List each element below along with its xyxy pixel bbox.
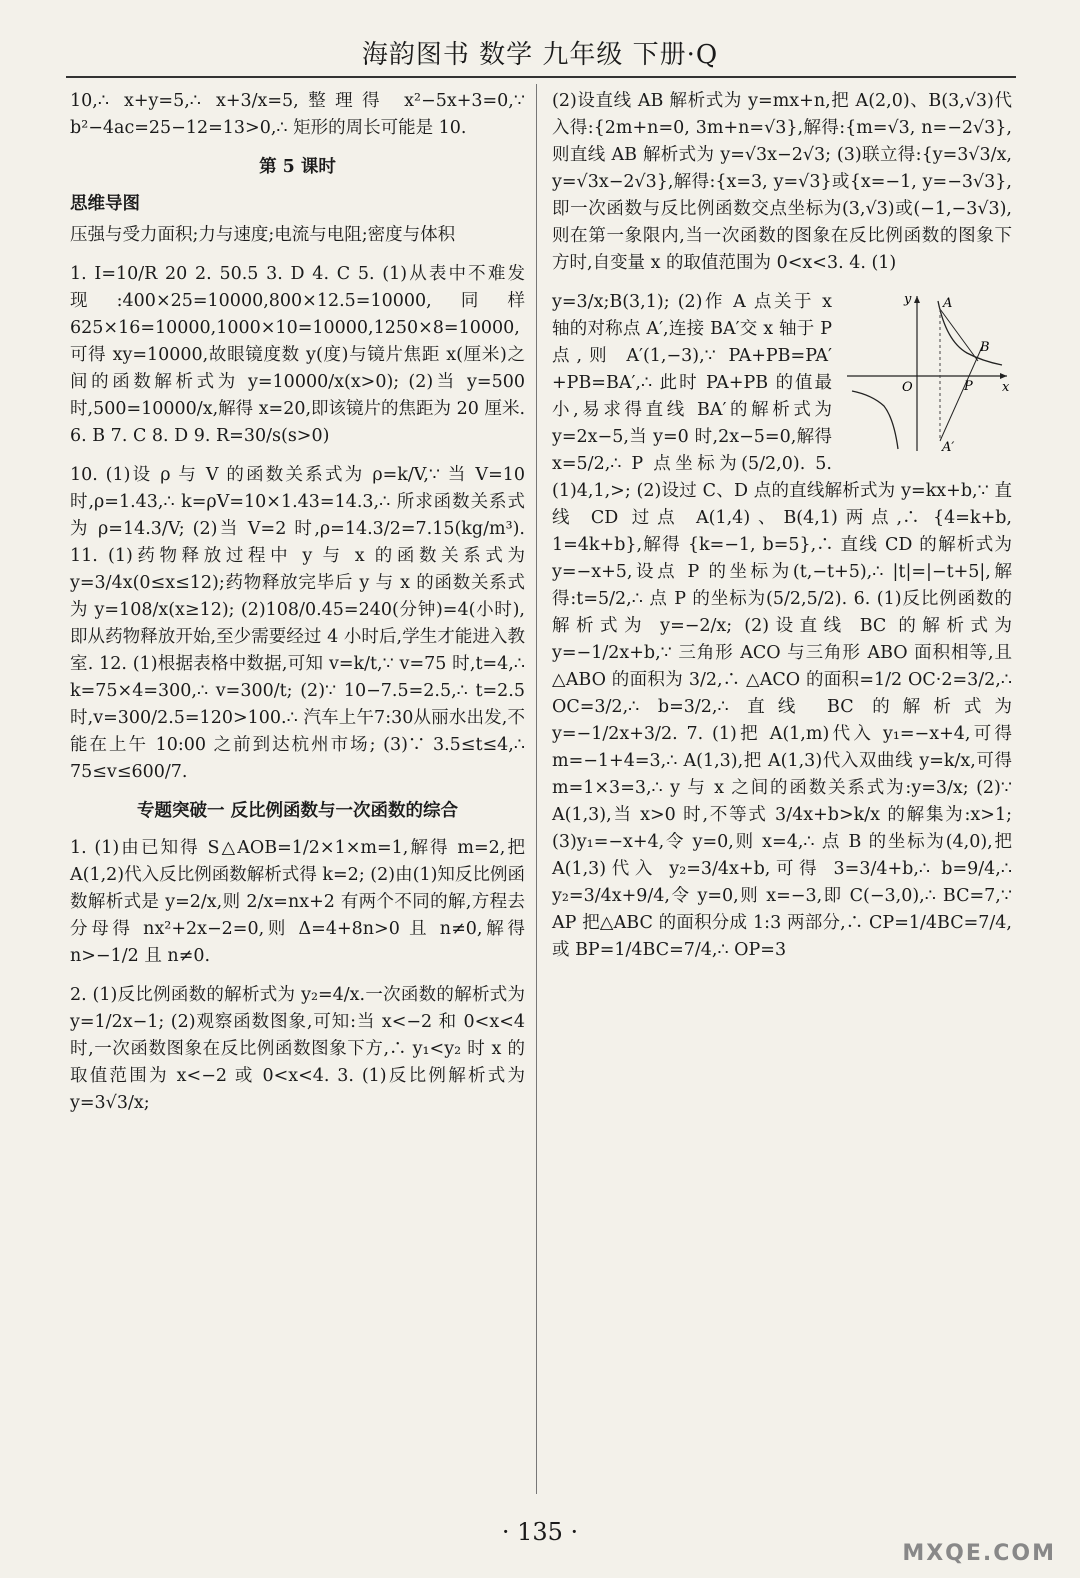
label-b: B [980, 340, 990, 355]
segment-ab [940, 309, 978, 361]
watermark-logo: MXQE.COM [902, 1541, 1056, 1566]
label-y: y [904, 292, 912, 307]
label-p: P [964, 379, 973, 394]
answer-paragraph: 1. (1)由已知得 S△AOB=1/2×1×m=1,解得 m=2,把 A(1,2)代入反比例函数解析式得 k=2; (2)由(1)知反比例函数解析式是 y=2/x,则 2/x=nx+2 有两个不同的解,方程去分母得 nx²+2x−2=0,则 Δ=4+8n>0 且 n≠0,解得 n>−1/2 且 n≠0. [70, 838, 525, 966]
line-ba-prime [940, 347, 982, 441]
answer-paragraph: (2)设直线 AB 解析式为 y=mx+n,把 A(2,0)、B(3,√3)代入得:{2m+n=0, 3m+n=√3},解得:{m=√3, n=−2√3},则直线 AB 解析式为 y=√3x−2√3; (3)联立得:{y=3√3/x, y=√3x−2√3},解得:{x=3, y=√3}或{x=−1, y=−3√3},即一次函数与反比例函数交点坐标为(3,√3)或(−1,−3√3),则在第一象限内,当一次函数的图象在反比例函数的图象下方时,自变量 x 的取值范围为 0<x<3. 4. (1) [552, 91, 1012, 273]
left-column [70, 88, 525, 1129]
function-graph-figure [842, 291, 1012, 456]
label-x: x [1002, 380, 1010, 395]
page-number: · 135 · [501, 1518, 579, 1546]
subsection-heading: 思维导图 [70, 194, 140, 214]
right-column [552, 88, 1012, 976]
hyperbola-branch-2 [852, 391, 898, 449]
header-rule [66, 76, 1016, 78]
column-divider [536, 84, 537, 1494]
answer-paragraph: 压强与受力面积;力与速度;电流与电阻;密度与体积 [70, 225, 456, 245]
section-heading: 专题突破一 反比例函数与一次函数的综合 [136, 801, 459, 821]
answer-paragraph: y=3/x;B(3,1); (2)作 A 点关于 x 轴的对称点 A′,连接 BA′交 x 轴于 P 点,则 A′(1,−3),∵ PA+PB=PA′+PB=BA′,∴ 此时 PA+PB 的值最小,易求得直线 BA′的解析式为 y=2x−5,当 y=0 时,2x−5=0,解得 x=5/2,∴ P 点坐标为(5/2,0). 5. (1)4,1,>; (2)设过 C、D 点的直线解析式为 y=kx+b,∵ 直线 CD 过点 A(1,4)、B(4,1)两点,∴ {4=k+b, 1=4k+b},解得 {k=−1, b=5},∴ 直线 CD 的解析式为 y=−x+5,设点 P 的坐标为(t,−t+5),∴ |t|=|−t+5|,解得:t=5/2,∴ 点 P 的坐标为(5/2,5/2). 6. (1)反比例函数的解析式为 y=−2/x; (2)设直线 BC 的解析式为 y=−1/2x+b,∵ 三角形 ACO 与三角形 ABO 面积相等,且△ABO 的面积为 3/2,∴ △ACO 的面积=1/2 OC·2=3/2,∴ OC=3/2,∴ b=3/2,∴ 直线 BC 的解析式为 y=−1/2x+3/2. 7. (1)把 A(1,m)代入 y₁=−x+4,可得 m=−1+4=3,∴ A(1,3),把 A(1,3)代入双曲线 y=k/x,可得 m=1×3=3,∴ y 与 x 之间的函数关系式为:y=3/x; (2)∵ A(1,3),当 x>0 时,不等式 3/4x+b>k/x 的解集为:x>1; (3)y₁=−x+4,令 y=0,则 x=4,∴ 点 B 的坐标为(4,0),把 A(1,3)代入 y₂=3/4x+b,可得 3=3/4+b,∴ b=9/4,∴ y₂=3/4x+9/4,令 y=0,则 x=−3,即 C(−3,0),∴ BC=7,∵ AP 把△ABC 的面积分成 1:3 两部分,∴ CP=1/4BC=7/4,或 BP=1/4BC=7/4,∴ OP=3 [552, 292, 1012, 960]
section-heading: 第 5 课时 [259, 157, 336, 177]
y-axis-arrow [914, 296, 920, 303]
x-axis-arrow [1000, 373, 1007, 379]
label-o: O [902, 380, 913, 395]
answer-paragraph: 10,∴ x+y=5,∴ x+3/x=5,整理得 x²−5x+3=0,∵ b²−4ac=25−12=13>0,∴ 矩形的周长可能是 10. [70, 91, 525, 138]
answer-paragraph: 1. I=10/R 20 2. 50.5 3. D 4. C 5. (1)从表中不难发现:400×25=10000,800×12.5=10000,同样 625×16=10000,1000×10=10000,1250×8=10000,可得 xy=10000,故眼镜度数 y(度)与镜片焦距 x(厘米)之间的函数解析式为 y=10000/x(x>0); (2)当 y=500 时,500=10000/x,解得 x=20,即该镜片的焦距为 20 厘米. 6. B 7. C 8. D 9. R=30/s(s>0) [70, 264, 526, 446]
answer-paragraph: 2. (1)反比例函数的解析式为 y₂=4/x.一次函数的解析式为 y=1/2x−1; (2)观察函数图象,可知:当 x<−2 和 0<x<4 时,一次函数图象在反比例函数图象下方,∴ y₁<y₂ 时 x 的取值范围为 x<−2 或 0<x<4. 3. (1)反比例解析式为 y=3√3/x; [70, 985, 525, 1113]
label-a: A [943, 296, 953, 311]
page-header: 海韵图书 数学 九年级 下册·Q [361, 40, 719, 70]
label-a-prime: A′ [942, 440, 955, 455]
answer-paragraph: 10. (1)设 ρ 与 V 的函数关系式为 ρ=k/V,∵ 当 V=10 时,ρ=1.43,∴ k=ρV=10×1.43=14.3,∴ 所求函数关系式为 ρ=14.3/V; (2)当 V=2 时,ρ=14.3/2=7.15(kg/m³). 11. (1)药物释放过程中 y 与 x 的函数关系式为 y=3/4x(0≤x≤12);药物释放完毕后 y 与 x 的函数关系式为 y=108/x(x≥12); (2)108/0.45=240(分钟)=4(小时),即从药物释放开始,至少需要经过 4 小时后,学生才能进入教室. 12. (1)根据表格中数据,可知 v=k/t,∵ v=75 时,t=4,∴ k=75×4=300,∴ v=300/t; (2)∵ 10−7.5=2.5,∴ t=2.5 时,v=300/2.5=120>100.∴ 汽车上午7:30从丽水出发,不能在上午 10:00 之前到达杭州市场; (3)∵ 3.5≤t≤4,∴ 75≤v≤600/7. [70, 465, 525, 782]
